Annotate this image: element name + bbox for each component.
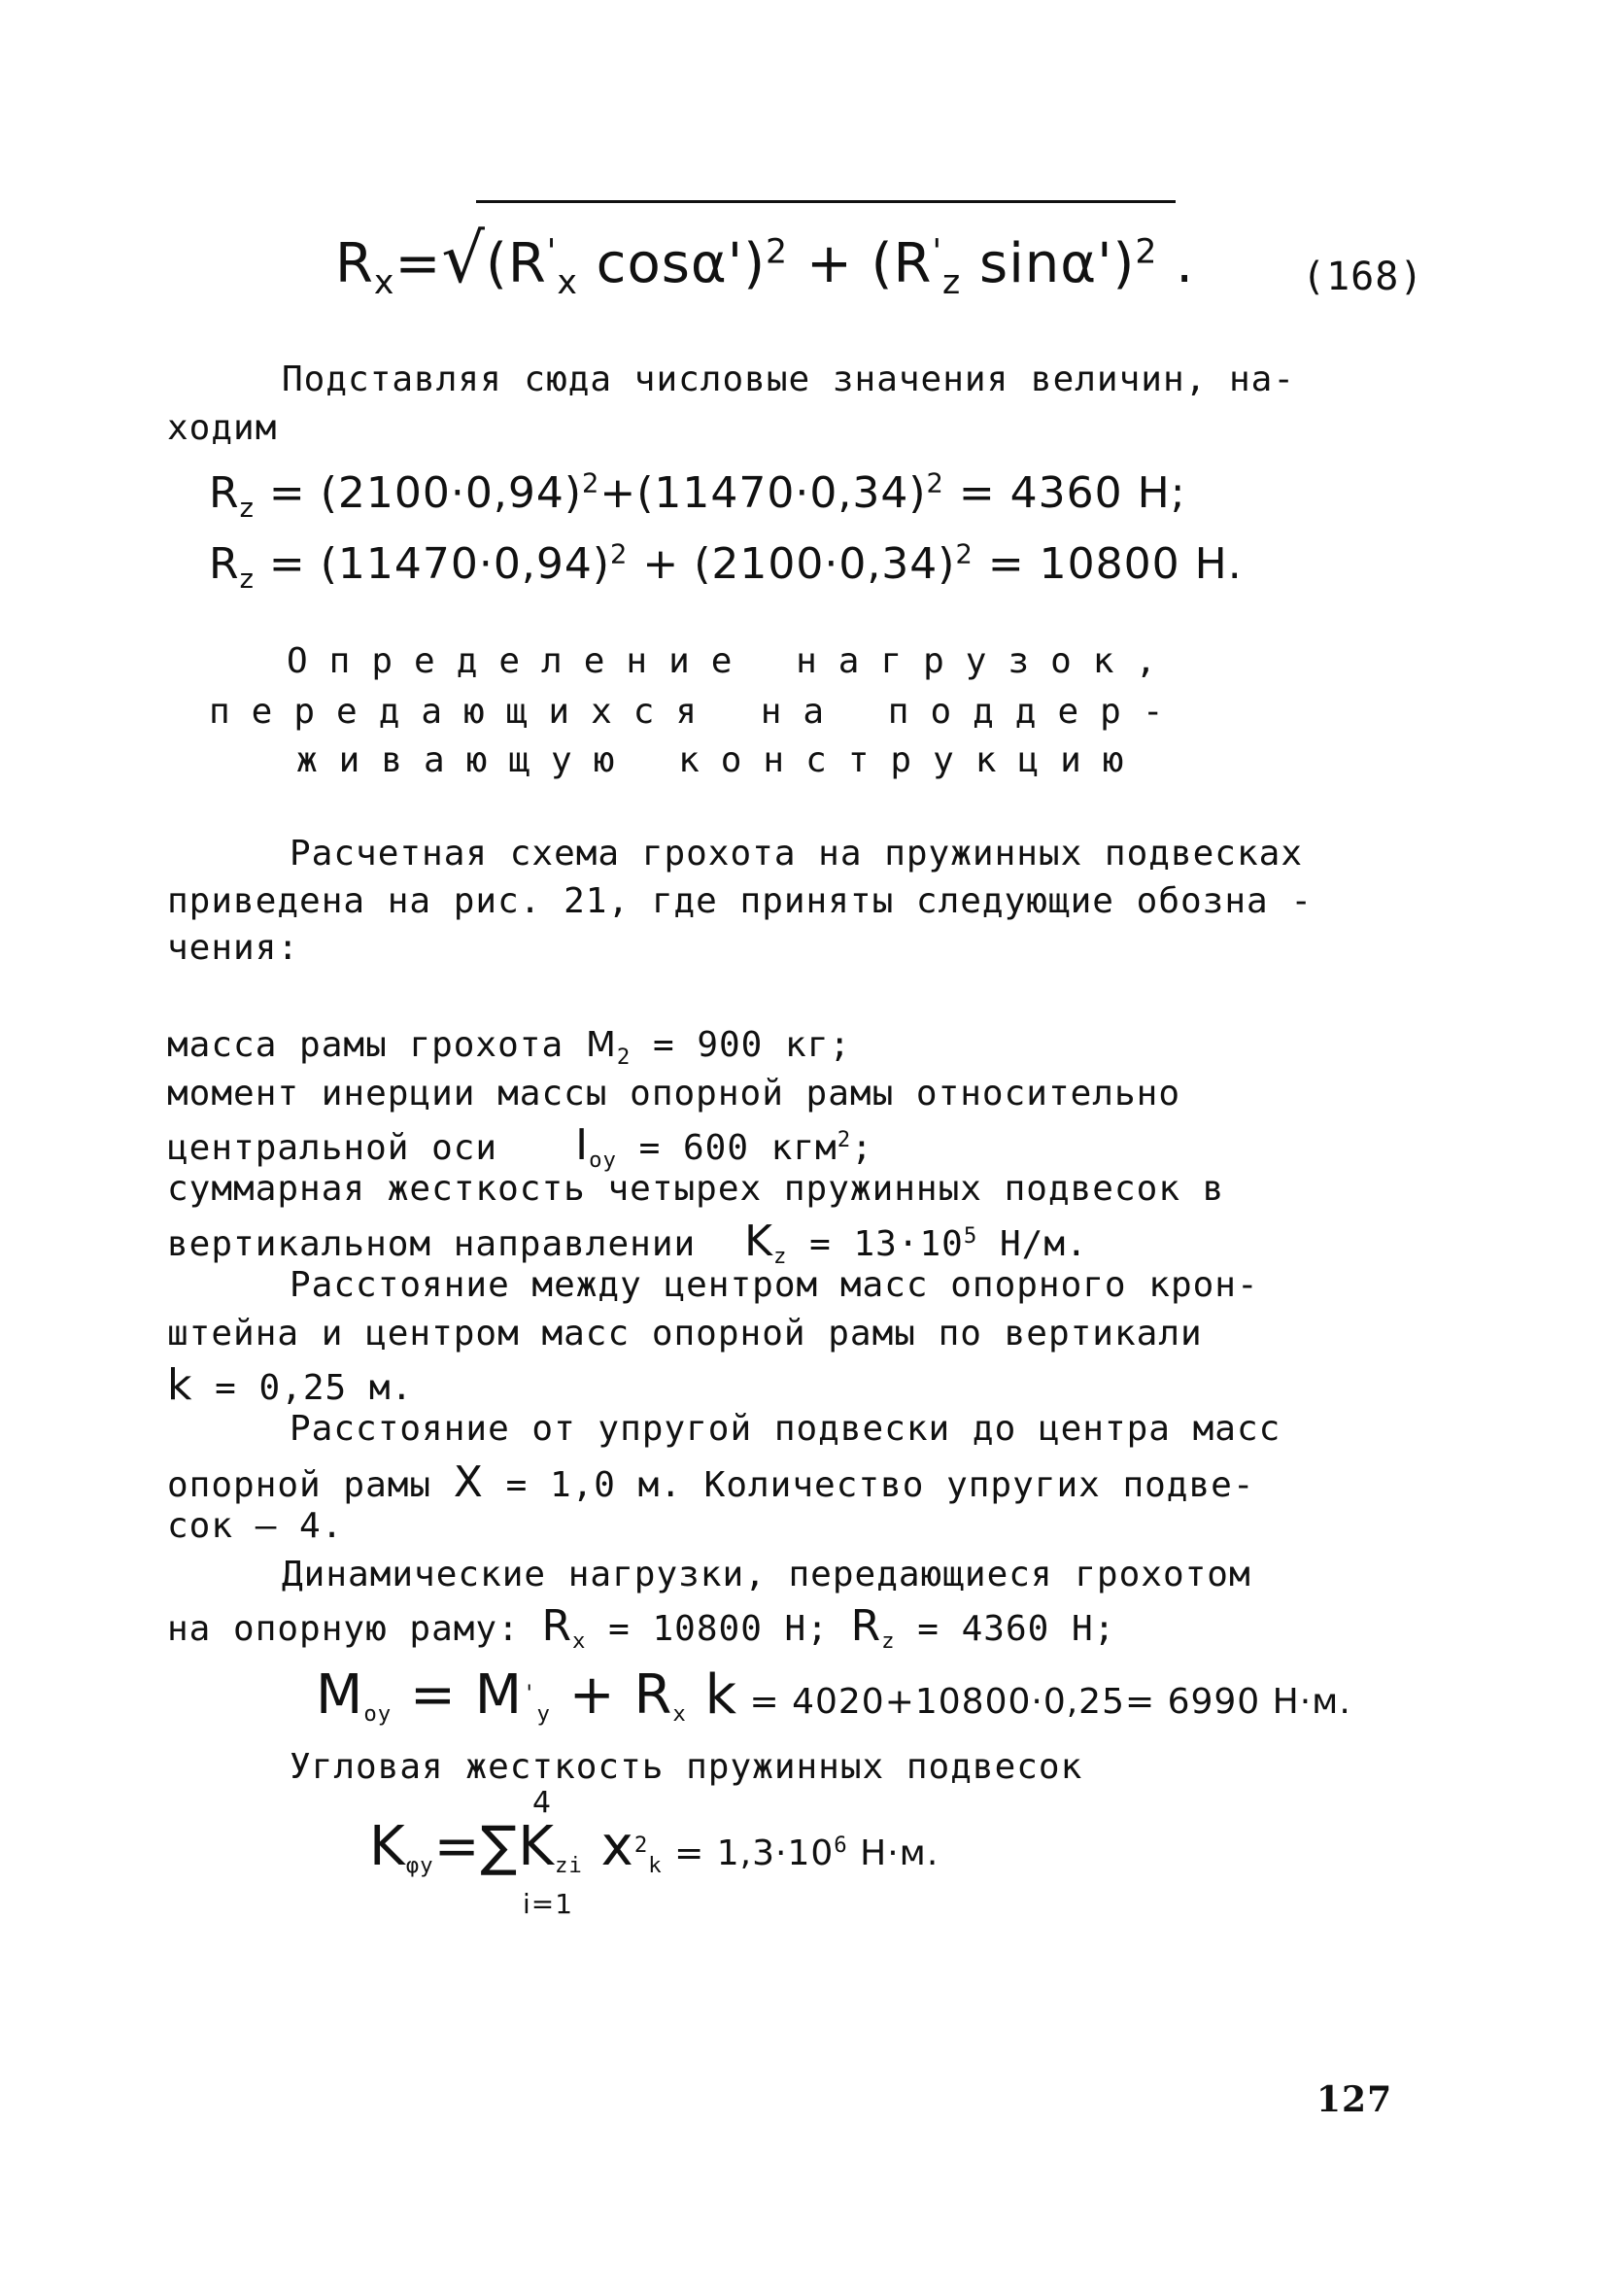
para2-line-2: штейна и центром масс опорной рамы по вертикали (167, 1314, 1203, 1354)
def-mass: масса рамы грохота $M_2 = 900$ кг; (167, 1025, 852, 1071)
section-heading-line-3: живающую конструкцию (296, 740, 1145, 780)
formula-168: $R_x=√(R'_x$ $\cos\alpha')^2 + (R'_z$ sinα')$^2$ . (335, 219, 1195, 303)
section-heading-line-1: Определение нагрузок, (287, 641, 1179, 681)
para3-line-3: сок – 4. (167, 1506, 344, 1546)
para3-line-2: опорной рамы X = 1,0 м. Количество упругих подве- (167, 1457, 1255, 1507)
def-inertia-line-2: центральной оси $I_{оу} = 600$ кгм$^2$; (167, 1120, 873, 1174)
def-inertia-line-1: момент инерции массы опорной рамы относительно (167, 1074, 1180, 1114)
equation-number: (168) (1302, 255, 1424, 299)
para3-line-1: Расстояние от упругой подвески до центра масс (290, 1409, 1281, 1449)
para1-line-3: чения: (167, 928, 300, 968)
angular-formula: $K_{\varphi y}=\sum K_{zi}$ $x^2_k = 1,3\cdot 10^6$ Н·м. (369, 1815, 940, 1879)
para4-line-2: на опорную раму: $R_x = 10800$ Н; $R_z = 4360$ Н; (167, 1601, 1116, 1655)
sigma-symbol: ∑ (480, 1815, 519, 1878)
para1-line-1: Расчетная схема грохота на пружинных подвесках (290, 834, 1303, 874)
section-heading-line-2: передающихся на поддер- (209, 692, 1185, 732)
sum-upper-limit: 4 (532, 1786, 553, 1820)
moment-formula: $M_{oy} = M'_y + R_x$ k = 4020+10800·0,25= 6990 Н·м. (316, 1663, 1351, 1728)
formula-lhs: $R_x$ (335, 232, 395, 303)
intro-line-1: Подставляя сюда числовые значения величин, на- (282, 360, 1295, 399)
para2-line-3: k = 0,25 м. (167, 1360, 414, 1410)
page-number: 127 (1316, 2079, 1393, 2120)
sqrt-sign: √ (441, 219, 486, 298)
para1-line-2: приведена на рис. 21, где приняты следующие обозна - (167, 881, 1314, 921)
angular-heading: Угловая жесткость пружинных подвесок (290, 1747, 1083, 1787)
sum-lower-limit: i=1 (523, 1888, 574, 1920)
calc-line-2: $R_z = (11470\cdot 0,94)^2 + (2100\cdot 0,34)^2 = 10800$ Н. (209, 539, 1243, 595)
calc-line-1: $R_z = (2100\cdot 0,94)^2+(11470\cdot 0,34)^2 = 4360$ Н; (209, 468, 1186, 524)
def-stiffness-line-1: суммарная жесткость четырех пружинных подвесок в (167, 1169, 1225, 1209)
para2-line-1: Расстояние между центром масс опорного крон- (290, 1265, 1259, 1305)
sqrt-overline (476, 200, 1176, 203)
intro-line-2: ходим (167, 408, 278, 448)
para4-line-1: Динамические нагрузки, передающиеся грохотом (282, 1555, 1251, 1594)
def-stiffness-line-2: вертикальном направлении $K_z = 13\cdot 10^5$ Н/м. (167, 1217, 1088, 1270)
